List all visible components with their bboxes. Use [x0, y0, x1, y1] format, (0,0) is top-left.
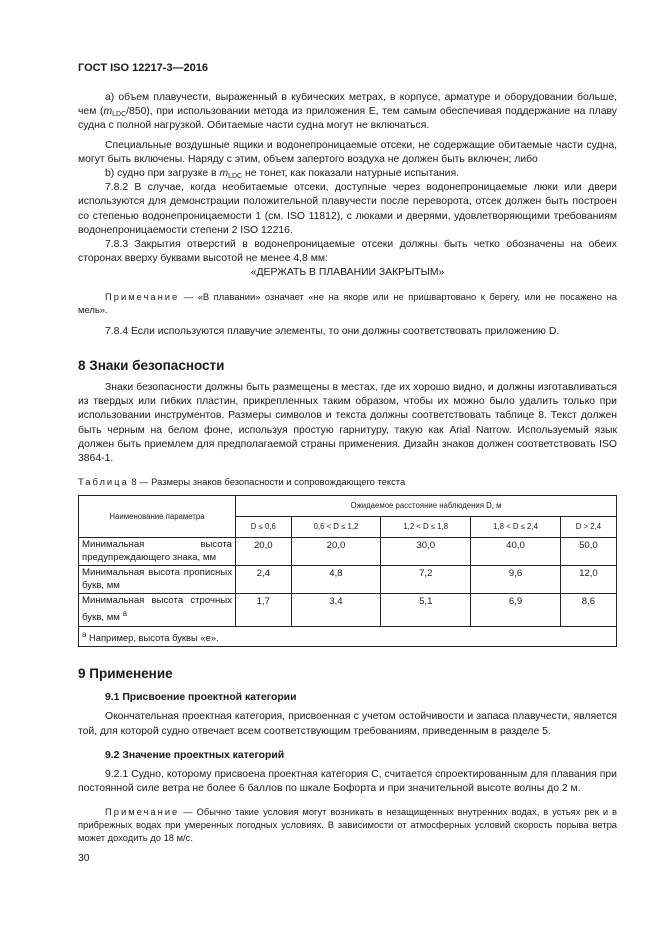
table-cell: 7,2 [381, 566, 471, 594]
subsection-9-1-heading: 9.1 Присвоение проектной категории [105, 692, 297, 704]
note-text: — Обычно такие условия могут возникать в незащищенных внутренних водах, в устьях рек и в прибрежных водах при умеренных погодных условиях. В зависимости от атмосферных условий скорость порыва ветра может доходить до 18 м/с. [78, 806, 617, 844]
document-id: ГОСТ ISO 12217-3—2016 [78, 62, 208, 74]
table-cell: 3,4 [291, 594, 381, 626]
row-label: Минимальная высота предупреждающего знака, мм [79, 538, 236, 566]
row-label [79, 594, 236, 626]
text-run: b) судно при загрузке в [105, 168, 220, 180]
table-cell: 30,0 [381, 538, 471, 566]
table-cell: 20,0 [291, 538, 381, 566]
table-row [79, 566, 617, 594]
table-footnote [79, 626, 617, 646]
table-cell: 20,0 [236, 538, 292, 566]
text-run: а) объем плавучести, выраженный в кубических метрах, в корпусе, арматуре и оборудовании больше, чем ( [78, 92, 617, 118]
text-run: не тонет, как показали натурные испытания. [242, 168, 459, 180]
note-1 [78, 290, 617, 316]
subscript-ldc: LDC [228, 173, 243, 181]
symbol-m: m [219, 168, 229, 180]
paragraph-special-compartments: Специальные воздушные ящики и водонепроницаемые отсеки, не содержащие обитаемые части судна, могут быть включены. Наряду с этим, объем запертого воздуха не должен быть включен; либо [78, 139, 617, 165]
table-cell: 1,7 [236, 594, 292, 626]
table-caption-label: Таблица [78, 476, 129, 488]
paragraph-7-8-4: 7.8.4 Если используются плавучие элементы, то они должны соответствовать приложению D. [105, 325, 560, 337]
table-cell: 40,0 [471, 538, 561, 566]
section-8-paragraph: Знаки безопасности должны быть размещены в местах, где их хорошо видно, и должны изготавливаться из твердых или гибких пластин, прикрепленных таким образом, чтобы их можно было удалить только при использовании инструментов. Размеры символов и текста должны соответствовать таблице 8. Текст должен быть черным на белом фоне, используя простую гарнитуру, такую как Arial Narrow. Используемый язык должен быть приемлем для предполагаемой страны применения. Дизайн знаков должен соответствовать ISO 3864-1. [78, 382, 617, 465]
col-header: D ≤ 0,6 [236, 517, 292, 538]
section-9-heading: 9 Применение [78, 665, 173, 681]
table-row [79, 538, 617, 566]
col-header: 1,2 < D ≤ 1,8 [381, 517, 471, 538]
col-header: D > 2,4 [560, 517, 616, 538]
paragraph-7-8-2: 7.8.2 В случае, когда необитаемые отсеки, доступные через водонепроницаемые люки или двери используются для демонстрации положительной плавучести после переворота, отсек должен быть построен со степенью водонепроницаемости 1 (см. ISO 11812), с люками и дверями, удовлетворяющими требованиям водонепроницаемости степени 2 ISO 12216. [78, 182, 617, 236]
table-cell: 6,9 [471, 594, 561, 626]
footnote-mark: a [82, 629, 87, 639]
table-cell: 5,1 [381, 594, 471, 626]
note-label: Примечание [105, 806, 180, 818]
paragraph-a [78, 91, 617, 134]
symbol-m: m [103, 106, 113, 118]
page-content [78, 91, 617, 844]
note-text: — «В плавании» означает «не на якоре или не пришвартовано к берегу, или не посажено на мель». [78, 290, 617, 315]
paragraph-b [78, 167, 617, 181]
table-cell: 2,4 [236, 566, 292, 594]
table-cell: 50,0 [560, 538, 616, 566]
table-caption-text: 8 — Размеры знаков безопасности и сопровождающего текста [128, 476, 406, 488]
text-run: /850), при использовании метода из приложения Е, тем самым обеспечивая поддержание на плаву судна с полной нагрузкой. Обитаемые части судна могут не включаться. [78, 106, 618, 132]
row-label-text: Минимальная высота строчных букв, мм [82, 595, 232, 624]
page-number: 30 [78, 853, 90, 864]
table-footnote-row [79, 626, 617, 646]
safety-signs-table [78, 495, 617, 647]
table-caption [78, 475, 617, 489]
footnote-text: Например, высота буквы «е». [86, 631, 219, 643]
distance-header: Ожидаемое расстояние наблюдения D, м [236, 496, 617, 517]
table-header-row [79, 496, 617, 517]
col-header: 1,8 < D ≤ 2,4 [471, 517, 561, 538]
col-header: 0,6 < D ≤ 1,2 [291, 517, 381, 538]
subsection-9-2-heading: 9.2 Значение проектных категорий [105, 749, 285, 761]
note-label: Примечание [105, 290, 180, 302]
note-2 [78, 805, 617, 844]
table-cell: 4,8 [291, 566, 381, 594]
paragraph-9-2-1: 9.2.1 Судно, которому присвоена проектная категория С, считается спроектированным для плавания при постоянной силе ветра не более 6 баллов по шкале Бофорта и при значительной высоте волны до 2 м. [78, 769, 617, 795]
row-label: Минимальная высота прописных букв, мм [79, 566, 236, 594]
warning-inscription: «ДЕРЖАТЬ В ПЛАВАНИИ ЗАКРЫТЫМ» [250, 267, 445, 279]
paragraph-7-8-3: 7.8.3 Закрытия отверстий в водонепроницаемые отсеки должны быть четко обозначены на обеих сторонах вверху буквами высотой не менее 4,8 мм: [78, 239, 617, 265]
table-cell: 8,6 [560, 594, 616, 626]
section-8-heading: 8 Знаки безопасности [78, 357, 225, 373]
table-cell: 12,0 [560, 566, 616, 594]
param-header: Наименование параметра [79, 496, 236, 538]
table-row [79, 594, 617, 626]
paragraph-9-1: Окончательная проектная категория, присвоенная с учетом остойчивости и запаса плавучести, является той, для которой судно отвечает всем соответствующим требованиям, приведенным в разделе 5. [78, 711, 617, 737]
footnote-mark: a [122, 608, 128, 618]
subscript-ldc: LDC [112, 111, 127, 119]
table-cell: 9,6 [471, 566, 561, 594]
